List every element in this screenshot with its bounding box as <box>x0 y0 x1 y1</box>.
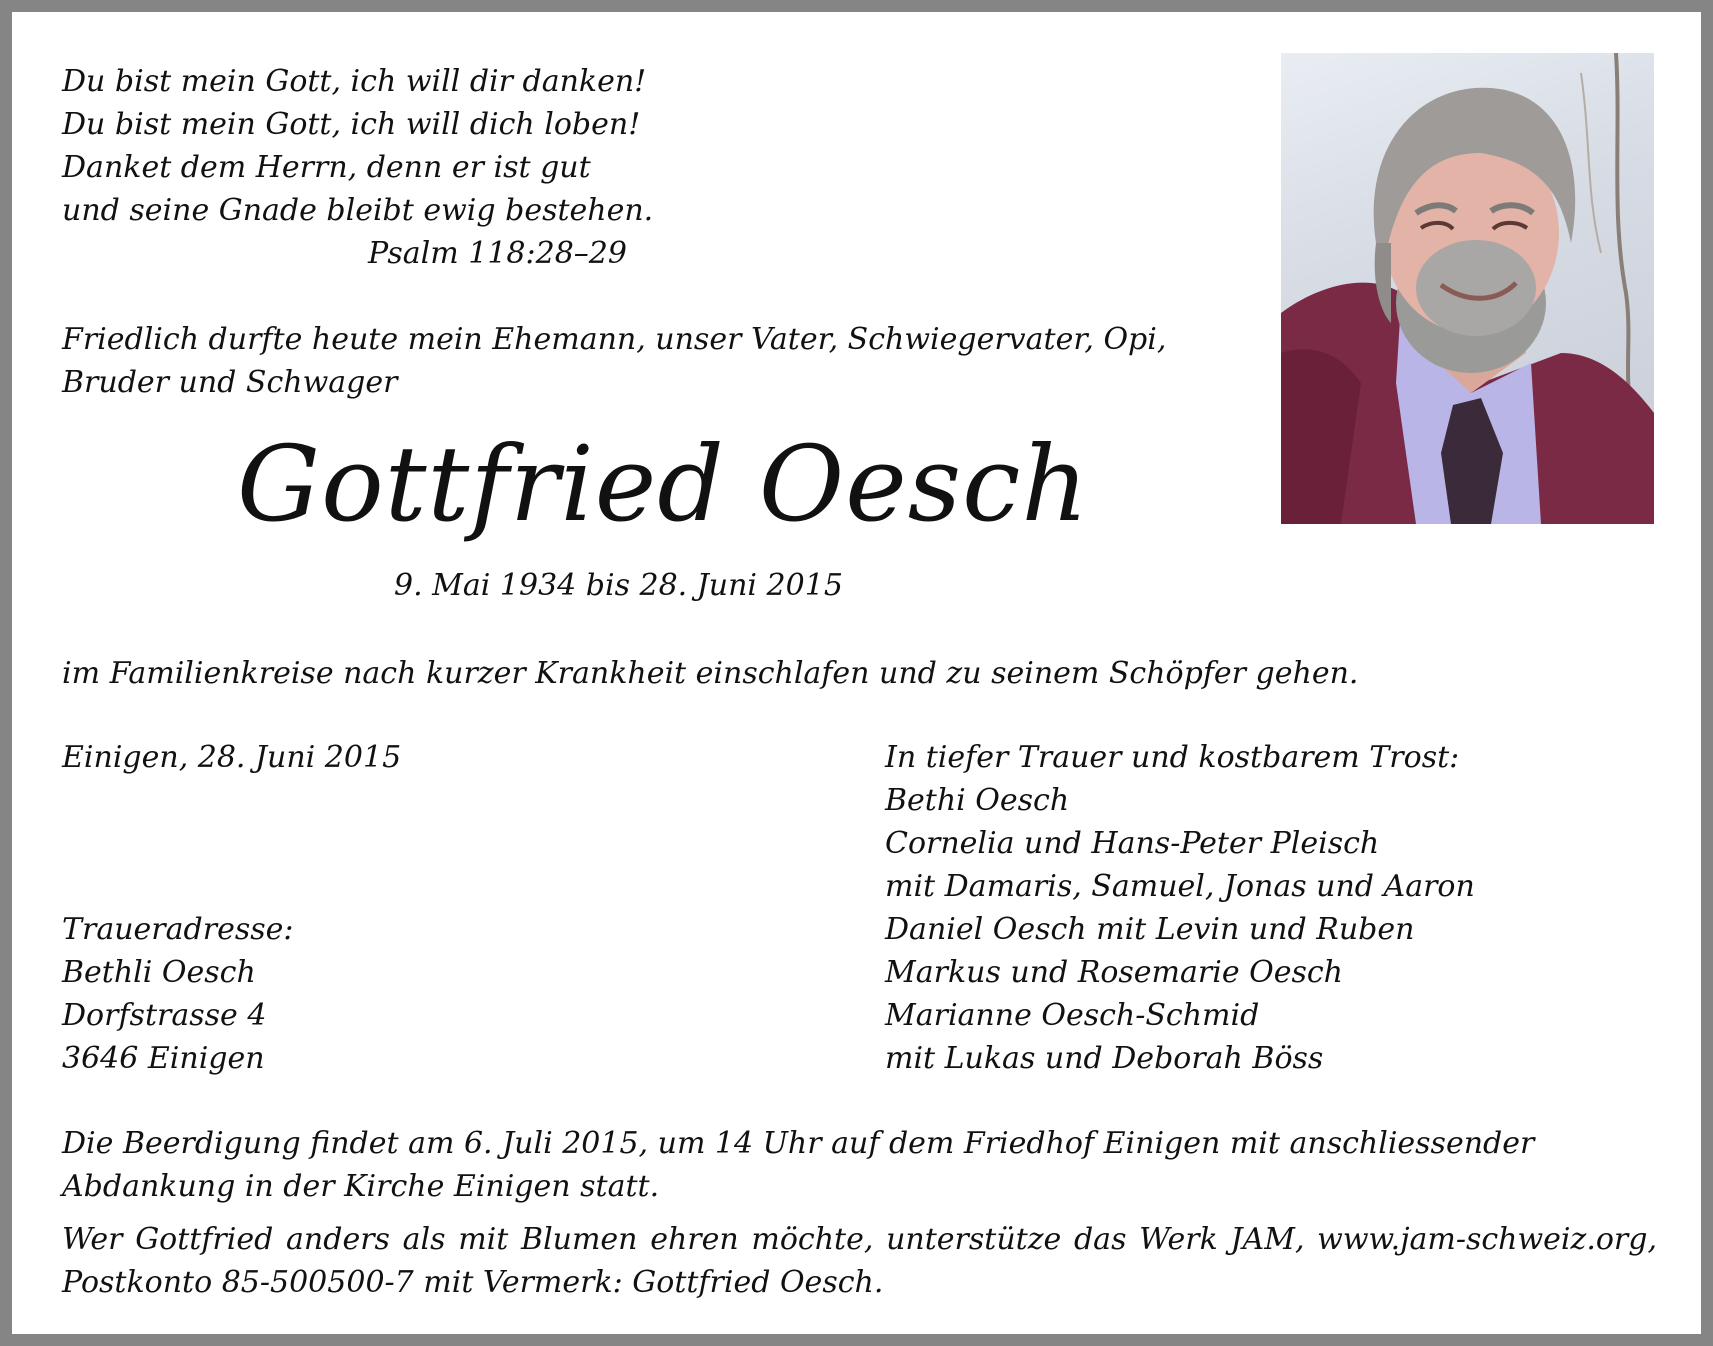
mourner-line: Bethi Oesch <box>885 783 1070 818</box>
mourner-line: Markus und Rosemarie Oesch <box>885 955 1343 990</box>
psalm-line: Du bist mein Gott, ich will dich loben! <box>62 107 641 142</box>
portrait-illustration <box>1281 53 1654 524</box>
mourner-line: Cornelia und Hans-Peter Pleisch <box>885 826 1380 861</box>
mourner-line: mit Damaris, Samuel, Jonas und Aaron <box>885 869 1475 904</box>
psalm-line: und seine Gnade bleibt ewig bestehen. <box>62 193 654 228</box>
deceased-name: Gottfried Oesch <box>237 423 1090 545</box>
mourners-list <box>885 736 1475 1080</box>
address-line: Dorfstrasse 4 <box>62 998 267 1033</box>
mourners-heading: In tiefer Trauer und kostbarem Trost: <box>885 740 1460 775</box>
obituary-card <box>12 12 1701 1334</box>
address-line: 3646 Einigen <box>62 1041 265 1076</box>
life-dates: 9. Mai 1934 bis 28. Juni 2015 <box>394 568 843 603</box>
psalm-line: Danket dem Herrn, denn er ist gut <box>62 150 591 185</box>
mourner-line: Marianne Oesch-Schmid <box>885 998 1260 1033</box>
passing-text: im Familienkreise nach kurzer Krankheit einschlafen und zu seinem Schöpfer gehen. <box>62 656 1359 691</box>
mourner-line: Daniel Oesch mit Levin und Ruben <box>885 912 1415 947</box>
psalm-reference: Psalm 118:28–29 <box>368 236 627 271</box>
place-date: Einigen, 28. Juni 2015 <box>62 740 402 775</box>
donation-info: Wer Gottfried anders als mit Blumen ehren möchte, unterstütze das Werk JAM, www.jam-schweiz.org, Postkonto 85-500500-7 mit Vermerk: Gottfried Oesch. <box>62 1222 1657 1300</box>
funeral-info: Die Beerdigung findet am 6. Juli 2015, um 14 Uhr auf dem Friedhof Einigen mit anschliessender Abdankung in der Kirche Einigen statt. <box>62 1126 1535 1204</box>
psalm-line: Du bist mein Gott, ich will dir danken! <box>62 64 647 99</box>
intro-line: Bruder und Schwager <box>62 365 398 400</box>
psalm-verse <box>62 60 653 275</box>
intro-line: Friedlich durfte heute mein Ehemann, unser Vater, Schwiegervater, Opi, <box>62 322 1167 357</box>
address-line: Traueradresse: <box>62 912 294 947</box>
mourner-line: mit Lukas und Deborah Böss <box>885 1041 1324 1076</box>
address-line: Bethli Oesch <box>62 955 256 990</box>
portrait-photo <box>1281 53 1654 524</box>
intro-text <box>62 318 1166 404</box>
mourning-address <box>62 908 294 1080</box>
